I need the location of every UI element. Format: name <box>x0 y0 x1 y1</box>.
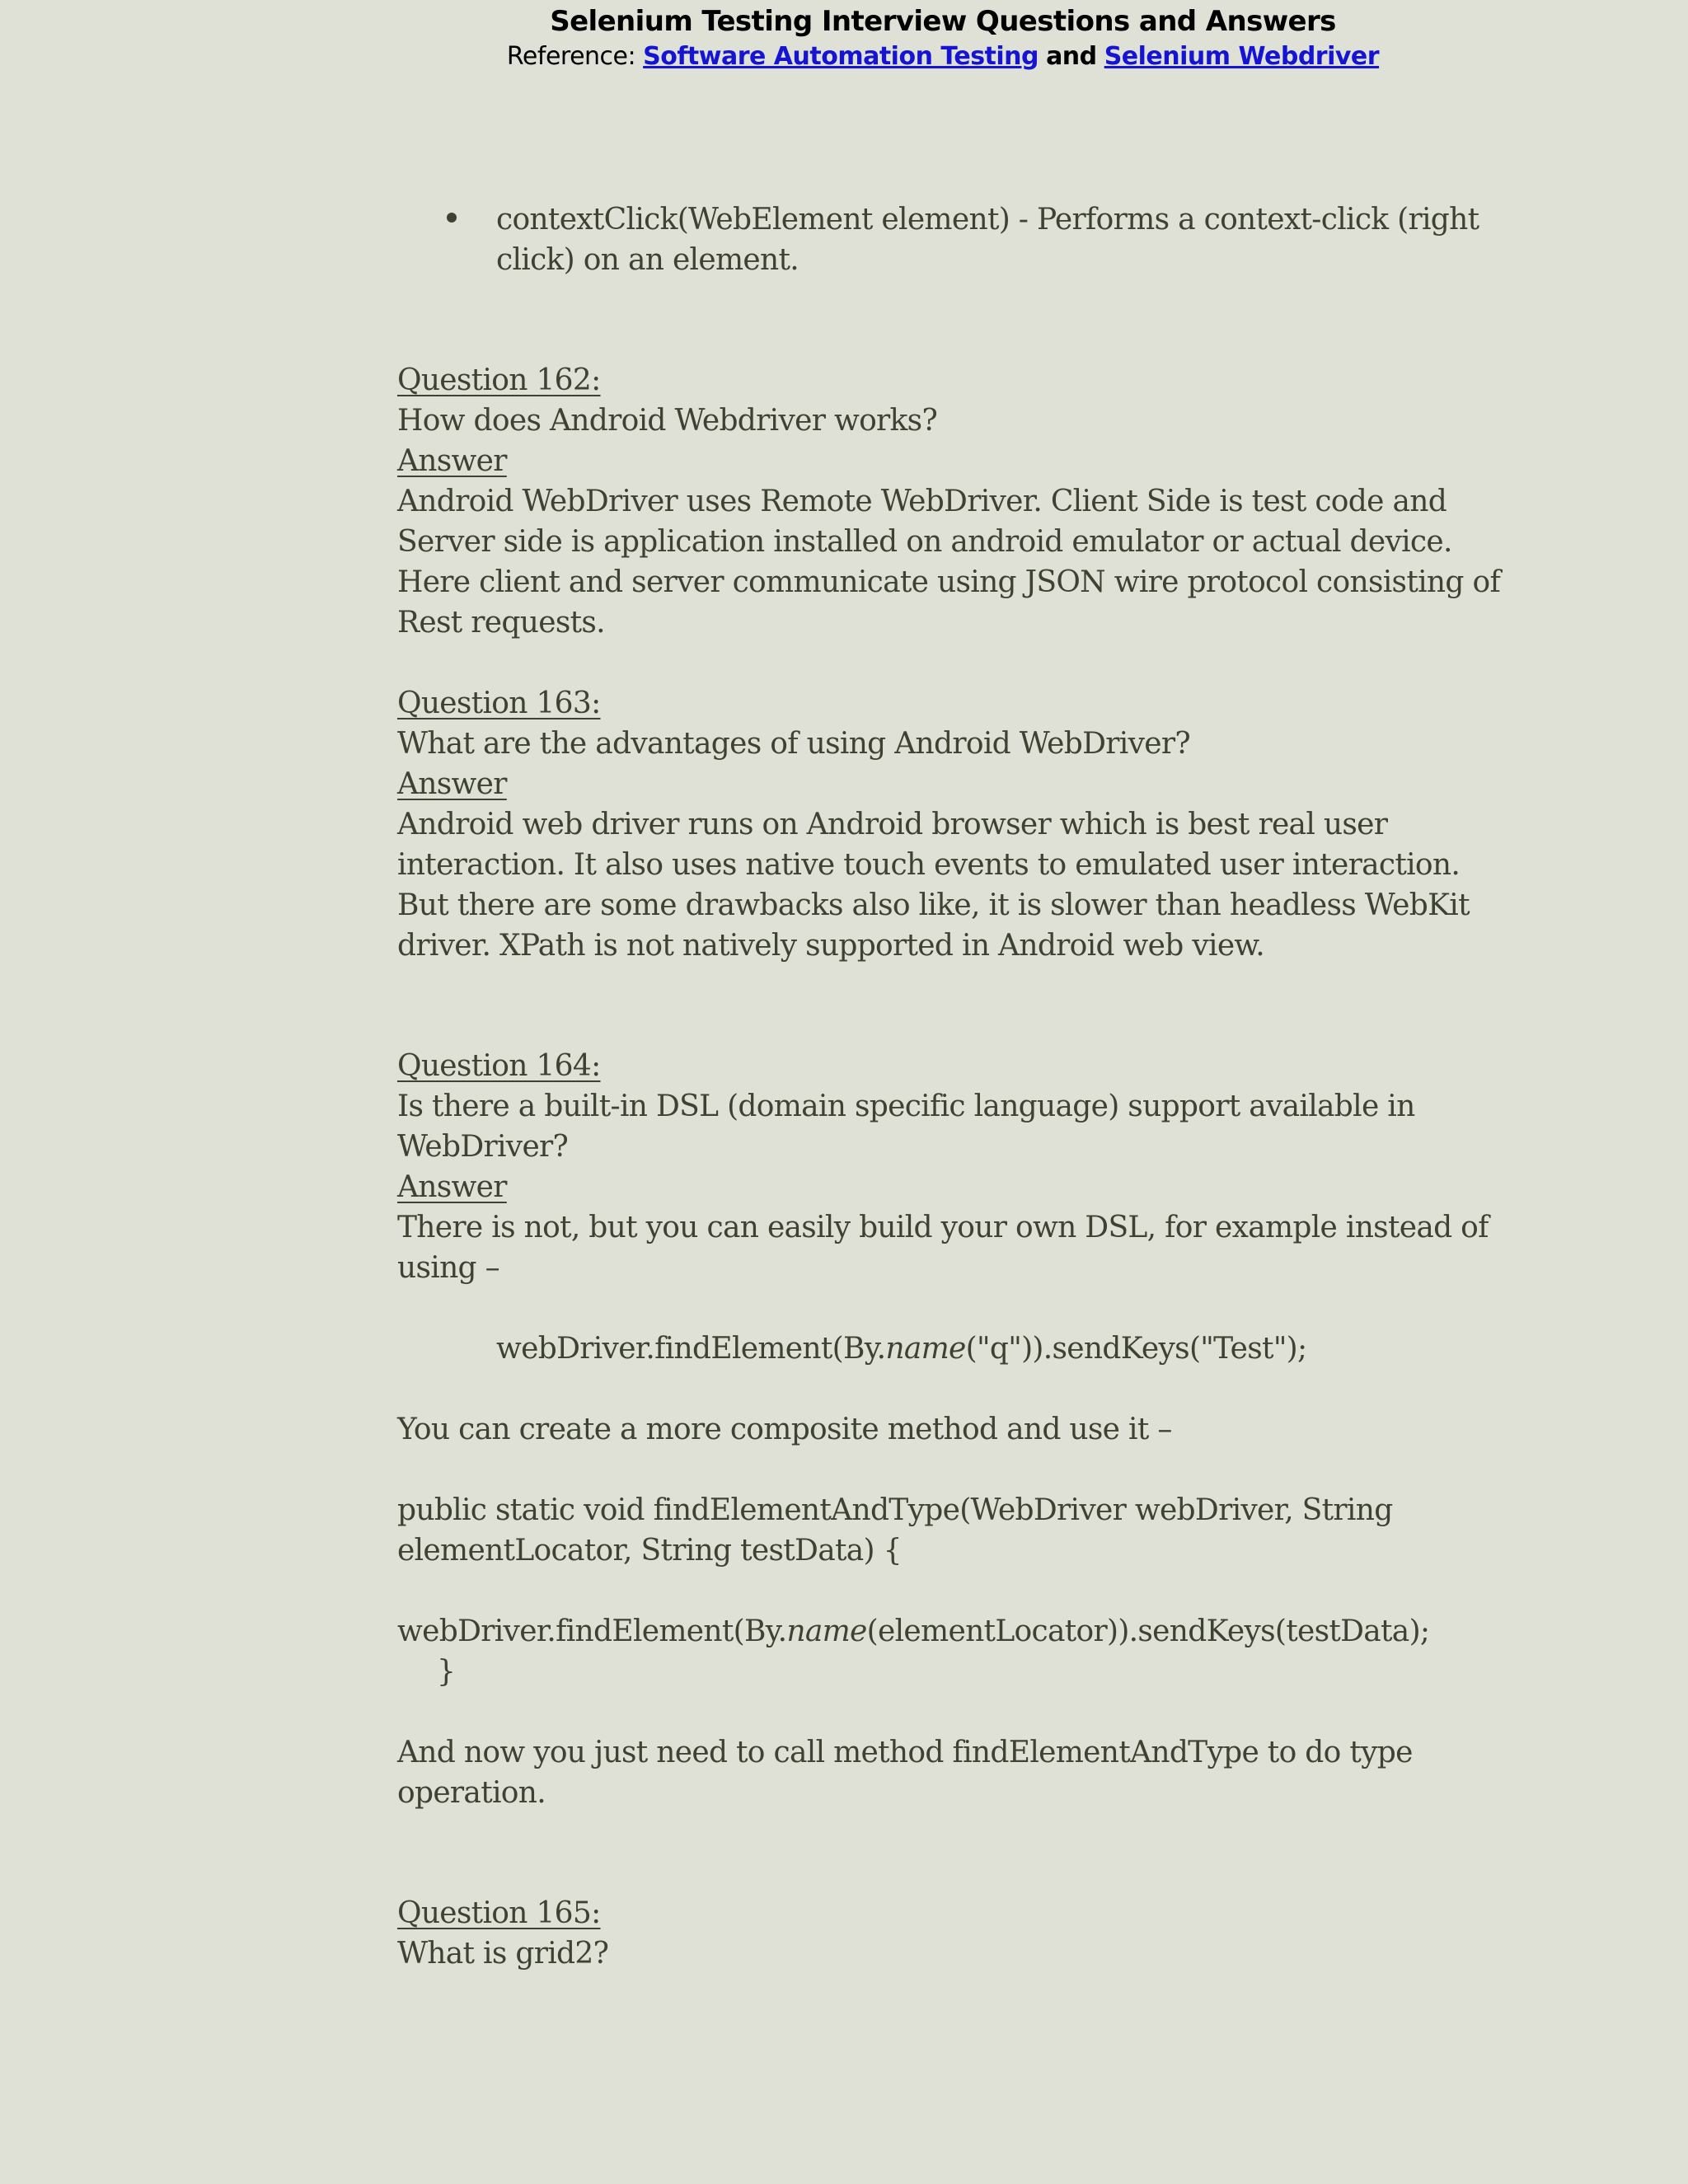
question-165-text: What is grid2? <box>397 1937 609 1971</box>
code-2-prefix: webDriver.findElement(By. <box>397 1615 787 1648</box>
code-1-prefix: webDriver.findElement(By. <box>496 1332 886 1366</box>
question-163-text: What are the advantages of using Android WebDriver? <box>397 727 1190 761</box>
bullet-icon <box>447 213 457 223</box>
code-2-italic: name <box>786 1615 867 1648</box>
question-163-answer-line: driver. XPath is not natively supported in Android web view. <box>397 929 1265 963</box>
question-164-text-line: WebDriver? <box>397 1130 569 1164</box>
selenium-webdriver-link[interactable]: Selenium Webdriver <box>1104 42 1380 71</box>
code-snippet-2 <box>397 1611 1429 1652</box>
reference-and: and <box>1046 42 1097 71</box>
reference-prefix: Reference: <box>506 42 636 71</box>
question-162-answer-line: Android WebDriver uses Remote WebDriver. Client Side is test code and <box>397 485 1447 518</box>
question-162-heading: Question 162: <box>397 363 601 397</box>
code-1-italic: name <box>885 1332 966 1366</box>
question-162-answer-label: Answer <box>397 444 507 478</box>
question-163-answer-line: interaction. It also uses native touch events to emulated user interaction. <box>397 848 1461 882</box>
question-164-text-line: Is there a built-in DSL (domain specific language) support available in <box>397 1090 1415 1123</box>
question-164-heading: Question 164: <box>397 1049 601 1083</box>
question-163-answer-label: Answer <box>397 767 507 801</box>
question-163-answer-line: But there are some drawbacks also like, it is slower than headless WebKit <box>397 888 1470 922</box>
question-164-answer-label: Answer <box>397 1170 507 1204</box>
question-164-answer-line: There is not, but you can easily build your own DSL, for example instead of <box>397 1211 1489 1244</box>
question-162-answer-line: Here client and server communicate using JSON wire protocol consisting of <box>397 565 1501 599</box>
question-163-heading: Question 163: <box>397 687 601 720</box>
closing-brace: } <box>437 1655 456 1689</box>
question-162-answer-line: Rest requests. <box>397 606 605 640</box>
method-signature-line: elementLocator, String testData) { <box>397 1534 902 1568</box>
question-162-text: How does Android Webdriver works? <box>397 404 938 438</box>
code-2-suffix: (elementLocator)).sendKeys(testData); <box>866 1615 1430 1648</box>
question-163-answer-line: Android web driver runs on Android browser which is best real user <box>397 808 1388 841</box>
bullet-line-1: contextClick(WebElement element) - Performs a context-click (right <box>496 203 1479 237</box>
code-1-suffix: ("q")).sendKeys("Test"); <box>965 1332 1307 1366</box>
closing-text-line: And now you just need to call method findElementAndType to do type <box>397 1736 1413 1769</box>
software-automation-testing-link[interactable]: Software Automation Testing <box>643 42 1039 71</box>
closing-text-line: operation. <box>397 1776 546 1810</box>
question-162-answer-line: Server side is application installed on android emulator or actual device. <box>397 525 1452 559</box>
code-snippet-1 <box>496 1329 1306 1369</box>
bullet-line-2: click) on an element. <box>496 243 799 277</box>
method-signature-line: public static void findElementAndType(WebDriver webDriver, String <box>397 1493 1393 1527</box>
question-165-heading: Question 165: <box>397 1896 601 1930</box>
question-164-answer-line: using – <box>397 1251 499 1285</box>
document-title: Selenium Testing Interview Questions and Answers <box>550 5 1336 38</box>
composite-method-text: You can create a more composite method and use it – <box>397 1413 1172 1446</box>
